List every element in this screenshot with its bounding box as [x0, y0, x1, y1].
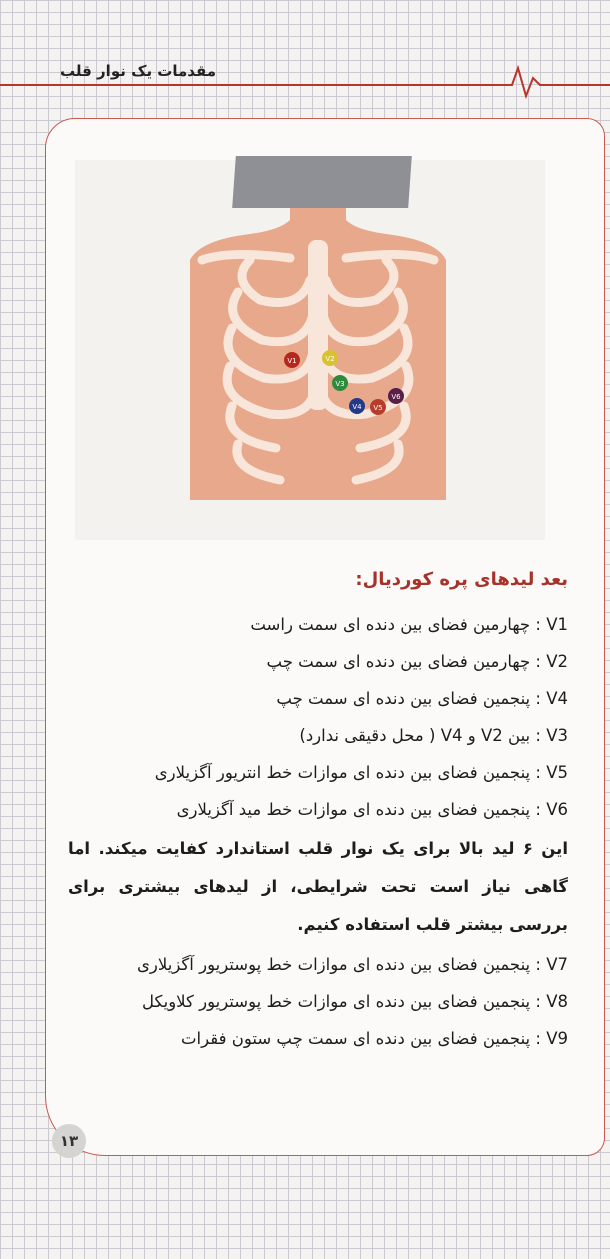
electrode-v3	[332, 375, 348, 391]
page-number: ۱۳	[52, 1124, 86, 1158]
svg-text:V3: V3	[335, 380, 345, 388]
electrode-v4	[349, 398, 365, 414]
lead-row-v1: V1 : چهارمین فضای بین دنده ای سمت راست	[250, 615, 568, 634]
electrode-v1	[284, 352, 300, 368]
section-title: بعد لیدهای پره کوردیال:	[355, 569, 568, 590]
lead-row-v9: V9 : پنجمین فضای بین دنده ای سمت چپ ستون فقرات	[181, 1029, 568, 1048]
electrode-v6	[388, 388, 404, 404]
lead-row-v2: V2 : چهارمین فضای بین دنده ای سمت چپ	[266, 652, 568, 671]
tape-strip	[232, 156, 412, 208]
lead-row-v4: V4 : پنجمین فضای بین دنده ای سمت چپ	[276, 689, 568, 708]
lead-row-v5: V5 : پنجمین فضای بین دنده ای موازات خط انتریور آگزیلاری	[154, 763, 568, 782]
lead-row-v8: V8 : پنجمین فضای بین دنده ای موازات خط پوستریور کلاویکل	[142, 992, 568, 1011]
lead-row-v3: V3 : بین V2 و V4 ( محل دقیقی ندارد)	[299, 726, 568, 745]
lead-row-v7: V7 : پنجمین فضای بین دنده ای موازات خط پوستریور آگزیلاری	[137, 955, 568, 974]
explanation-paragraph: این ۶ لید بالا برای یک نوار قلب استاندارد کفایت میکند. اما گاهی نیاز است تحت شرایطی، از لیدهای بیشتری برای بررسی بیشتر قلب استفاده کنیم.	[68, 839, 568, 934]
lead-row-v6: V6 : پنجمین فضای بین دنده ای موازات خط مید آگزیلاری	[176, 800, 568, 819]
chapter-title: مقدمات یک نوار قلب	[60, 62, 217, 80]
svg-text:V6: V6	[391, 393, 401, 401]
lead-description-text	[68, 566, 568, 1057]
electrode-v2	[322, 350, 338, 366]
svg-text:V1: V1	[287, 357, 297, 365]
electrode-v5	[370, 399, 386, 415]
page-header	[0, 0, 610, 100]
svg-text:V4: V4	[352, 403, 362, 411]
svg-text:V2: V2	[325, 355, 335, 363]
svg-text:V5: V5	[373, 404, 383, 412]
chest-lead-diagram	[190, 200, 446, 500]
